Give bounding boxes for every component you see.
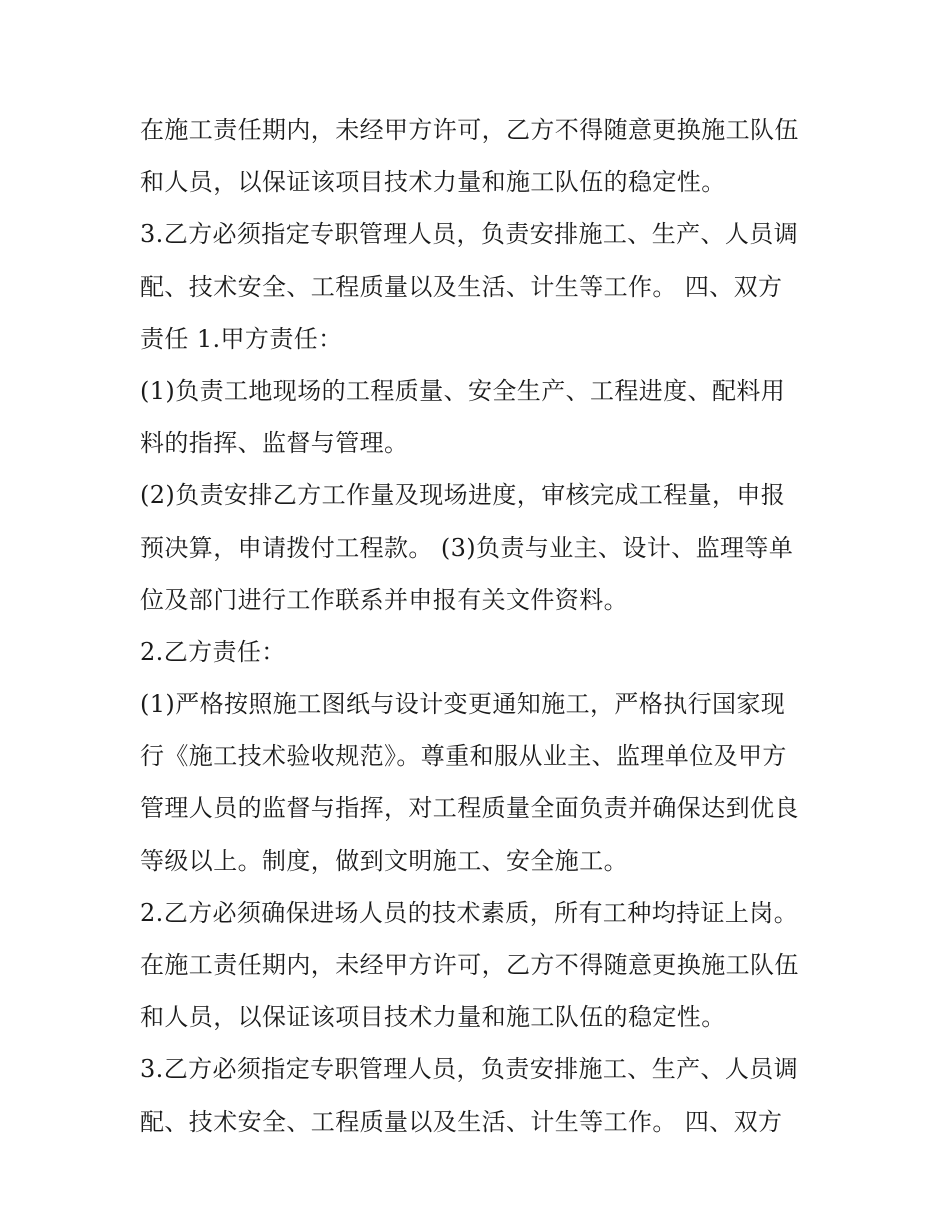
text-line: 预决算，申请拨付工程款。 (3)负责与业主、设计、监理等单 (140, 533, 794, 562)
text-line: 在施工责任期内，未经甲方许可，乙方不得随意更换施工队伍 (140, 951, 799, 979)
document-body (140, 104, 830, 1148)
text-line: 在施工责任期内，未经甲方许可，乙方不得随意更换施工队伍 (140, 116, 799, 144)
text-line: (2)负责安排乙方工作量及现场进度，审核完成工程量，申报 (140, 481, 786, 510)
text-line: 位及部门进行工作联系并申报有关文件资料。 (140, 585, 628, 614)
text-line: 配、技术安全、工程质量以及生活、计生等工作。 四、双方 (140, 1107, 783, 1136)
text-line: 3.乙方必须指定专职管理人员，负责安排施工、生产、人员调 (140, 1055, 799, 1084)
text-line: 2.乙方责任： (140, 637, 286, 666)
text-line: 和人员，以保证该项目技术力量和施工队伍的稳定性。 (140, 1003, 726, 1032)
text-line: 2.乙方必须确保进场人员的技术素质，所有工种均持证上岗。 (140, 898, 799, 927)
text-line: 责任 1.甲方责任： (140, 324, 343, 353)
text-line: (1)负责工地现场的工程质量、安全生产、工程进度、配料用 (140, 376, 786, 405)
text-line: 行《施工技术验收规范》。尊重和服从业主、监理单位及甲方 (140, 742, 787, 771)
text-line: (1)严格按照施工图纸与设计变更通知施工，严格执行国家现 (140, 690, 786, 719)
text-line: 3.乙方必须指定专职管理人员，负责安排施工、生产、人员调 (140, 220, 799, 249)
text-line: 配、技术安全、工程质量以及生活、计生等工作。 四、双方 (140, 272, 783, 301)
text-line: 等级以上。制度，做到文明施工、安全施工。 (140, 846, 628, 875)
text-line: 和人员，以保证该项目技术力量和施工队伍的稳定性。 (140, 168, 726, 197)
text-line: 管理人员的监督与指挥，对工程质量全面负责并确保达到优良 (140, 794, 799, 823)
text-line: 料的指挥、监督与管理。 (140, 429, 409, 458)
